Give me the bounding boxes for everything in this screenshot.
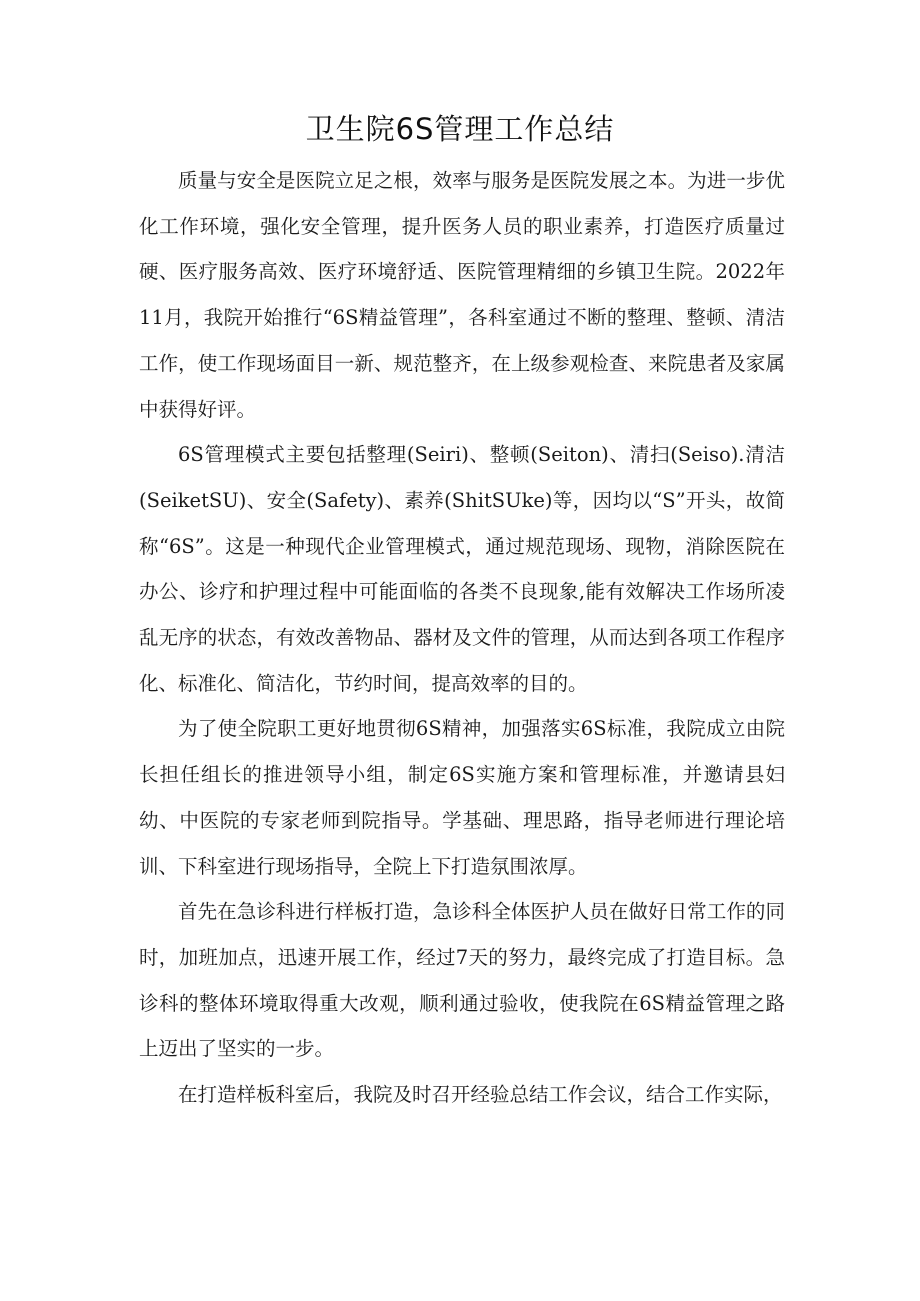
document-title: 卫生院6S管理工作总结	[305, 112, 615, 146]
paragraph-emergency-pilot: 首先在急诊科进行样板打造，急诊科全体医护人员在做好日常工作的同时，加班加点，迅速开展工作，经过7天的努力，最终完成了打造目标。急诊科的整体环境取得重大改观，顺利通过验收，使我院在6S精益管理之路上迈出了坚实的一步。	[139, 900, 785, 1061]
paragraph-leadership-group: 为了使全院职工更好地贯彻6S精神，加强落实6S标准，我院成立由院长担任组长的推进领导小组，制定6S实施方案和管理标准，并邀请县妇幼、中医院的专家老师到院指导。学基础、理思路，指导老师进行理论培训、下科室进行现场指导，全院上下打造氛围浓厚。	[139, 717, 785, 878]
paragraph-6s-definition: 6S管理模式主要包括整理(Seiri)、整顿(Seiton)、清扫(Seiso).清洁(SeiketSU)、安全(Safety)、素养(ShitSUke)等，因均以“S”开头，故简称“6S”。这是一种现代企业管理模式，通过规范现场、现物，消除医院在办公、诊疗和护理过程中可能面临的各类不良现象,能有效解决工作场所凌乱无序的状态，有效改善物品、器材及文件的管理，从而达到各项工作程序化、标准化、简洁化，节约时间，提高效率的目的。	[139, 443, 785, 695]
document-body	[139, 158, 785, 1118]
paragraph-intro: 质量与安全是医院立足之根，效率与服务是医院发展之本。为进一步优化工作环境，强化安全管理，提升医务人员的职业素养，打造医疗质量过硬、医疗服务高效、医疗环境舒适、医院管理精细的乡镇卫生院。2022年11月，我院开始推行“6S精益管理”，各科室通过不断的整理、整顿、清洁工作，使工作现场面目一新、规范整齐，在上级参观检查、来院患者及家属中获得好评。	[139, 169, 785, 421]
paragraph-summary-meeting: 在打造样板科室后，我院及时召开经验总结工作会议，结合工作实际，	[178, 1083, 783, 1107]
